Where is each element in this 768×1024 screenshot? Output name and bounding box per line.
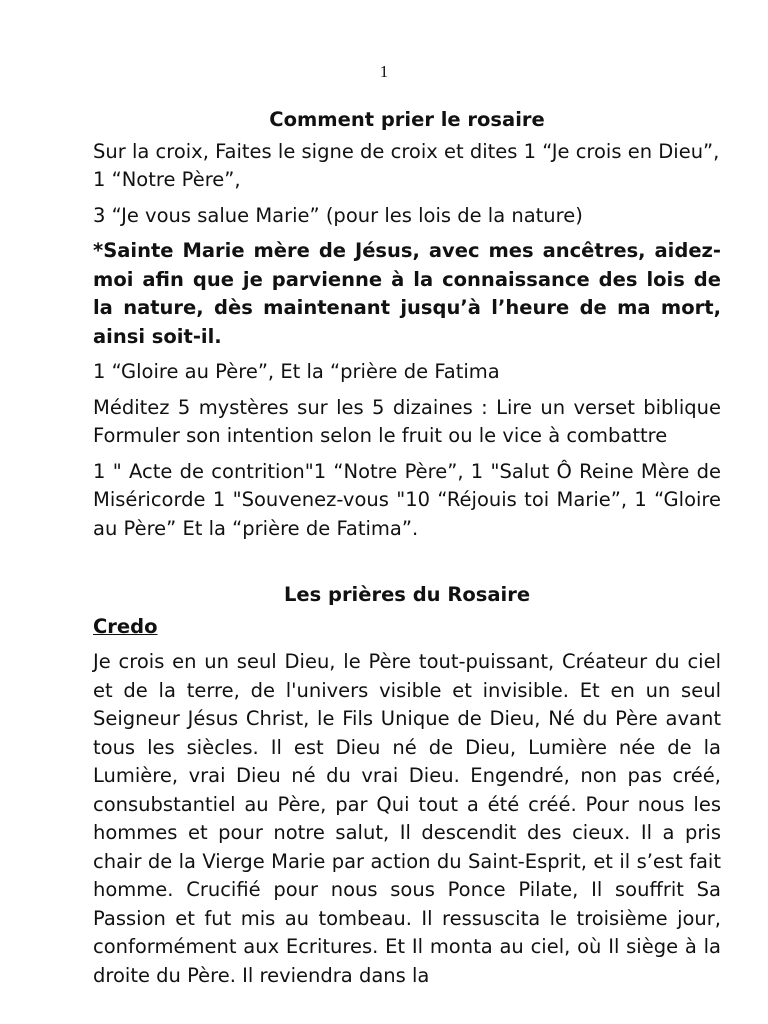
meditation-paragraph: Méditez 5 mystères sur les 5 dizaines : Lire un verset biblique Formuler son intention selon le fruit ou le vice à combattre: [93, 395, 721, 447]
page-title: Comment prier le rosaire: [269, 108, 545, 131]
closing-prayers-paragraph: 1 " Acte de contrition"1 “Notre Père”, 1 "Salut Ô Reine Mère de Miséricorde 1 "Souvenez-vous "10 “Réjouis toi Marie”, 1 “Gloire au Père” Et la “prière de Fatima”.: [93, 459, 721, 540]
intro-paragraph-1: Sur la croix, Faites le signe de croix et dites 1 “Je crois en Dieu”, 1 “Notre Père”,: [93, 139, 720, 191]
credo-text: Je crois en un seul Dieu, le Père tout-puissant, Créateur du ciel et de la terre, de l'univers visible et invisible. Et en un seul Seigneur Jésus Christ, le Fils Unique de Dieu, Né du Père avant tous les siècles. Il est Dieu né de Dieu, Lumière née de la Lumière, vrai Dieu né du vrai Dieu. Engendré, non pas créé, consubstantiel au Père, par Qui tout a été créé. Pour nous les hommes et pour notre salut, Il descendit des cieux. Il a pris chair de la Vierge Marie par action du Saint-Esprit, et il s’est fait homme. Crucifié pour nous sous Ponce Pilate, Il souffrit Sa Passion et fut mis au tombeau. Il ressuscita le troisième jour, conformément aux Ecritures. Et Il monta au ciel, où Il siège à la droite du Père. Il reviendra dans la: [93, 650, 721, 987]
page-number: 1: [379, 62, 389, 81]
document-content: [93, 0, 721, 990]
section-title: Les prières du Rosaire: [283, 583, 531, 606]
bold-prayer: *Sainte Marie mère de Jésus, avec mes ancêtres, aidez-moi afin que je parvienne à la connaissance des lois de la nature, dès maintenant jusqu’à l’heure de ma mort, ainsi soit-il.: [93, 239, 721, 348]
credo-heading: Credo: [93, 614, 158, 638]
gloire-paragraph: 1 “Gloire au Père”, Et la “prière de Fatima: [93, 360, 500, 383]
intro-paragraph-2: 3 “Je vous salue Marie” (pour les lois de la nature): [93, 203, 583, 227]
